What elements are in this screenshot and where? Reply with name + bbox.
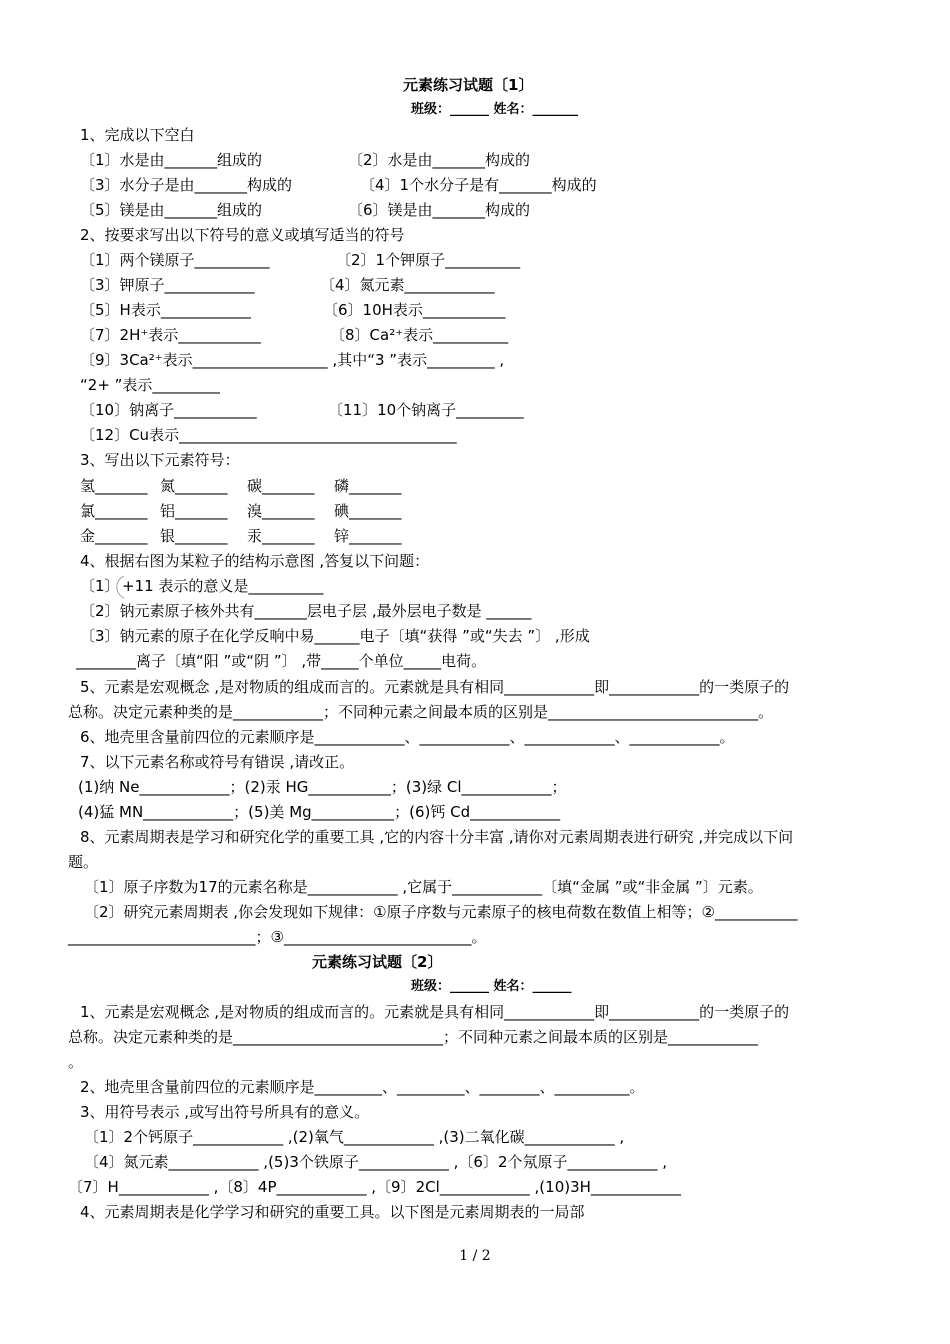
q2-item-7: 〔7〕2H⁺表示___________ [80,326,261,344]
q5-line-2: 总称。决定元素种类的是____________；不同种元素之间最本质的区别是____________________________。 [68,703,774,721]
q1-item-6: 〔6〕镁是由_______构成的 [348,201,531,219]
q6-line: 6、地壳里含量前四位的元素顺序是____________、____________、____________、____________。 [80,728,735,746]
p2-q1-line-2: 总称。决定元素种类的是____________________________；不同种元素之间最本质的区别是____________ [68,1028,759,1046]
q7-heading: 7、以下元素名称或符号有错误 ,请改正。 [80,753,355,771]
q3-element-chlorine: 氯_______ [80,502,148,520]
q3-element-hydrogen: 氢_______ [80,477,148,495]
p2-q3-line-1: 〔1〕2个钙原子____________ ,(2)氧气____________ ,(3)二氧化碳____________ , [84,1128,625,1146]
class-name-line-2: 班级：______ 姓名：______ [411,979,572,994]
p2-q1-line-1: 1、元素是宏观概念 ,是对物质的组成而言的。元素就是具有相同____________即____________的一类原子的 [80,1003,790,1021]
p2-q4-line: 4、元素周期表是化学学习和研究的重要工具。以下图是元素周期表的一局部 [80,1203,585,1221]
q4-item-3-cont: ________离子〔填“阳 ”或“阴 ”〕 ,带_____个单位_____电荷。 [76,652,487,670]
q2-item-1: 〔1〕两个镁原子__________ [80,251,270,269]
q1-item-1: 〔1〕水是由_______组成的 [80,151,263,169]
p2-q3-heading: 3、用符号表示 ,或写出符号所具有的意义。 [80,1103,370,1121]
q1-heading: 1、完成以下空白 [80,126,195,144]
q4-item-3: 〔3〕钠元素的原子在化学反响中易______电子〔填“获得 ”或“失去 ”〕 ,形成 [80,627,590,645]
p2-q2-line: 2、地壳里含量前四位的元素顺序是_________、_________、________、__________。 [80,1078,645,1096]
p2-q3-line-2: 〔4〕氮元素____________ ,(5)3个铁原子____________ ,〔6〕2个氖原子____________ , [84,1153,668,1171]
q3-element-nitrogen: 氮_______ [160,477,228,495]
q2-item-6: 〔6〕10H表示___________ [323,301,506,319]
q7-line-2: (4)猛 MN____________；(5)美 Mg___________；(6)钙 Cd____________ [78,803,561,821]
q3-heading: 3、写出以下元素符号： [80,451,240,469]
q3-element-bromine: 溴_______ [247,502,315,520]
q3-element-gold: 金_______ [80,527,148,545]
title-1: 元素练习试题〔1〕 [403,76,534,94]
q5-line-1: 5、元素是宏观概念 ,是对物质的组成而言的。元素就是具有相同____________即____________的一类原子的 [80,678,790,696]
q2-item-4: 〔4〕氮元素____________ [320,276,495,294]
q3-element-carbon: 碳_______ [247,477,315,495]
q8-line-2: 题。 [68,853,99,871]
q2-item-8: 〔8〕Ca²⁺表示__________ [330,326,509,344]
q4-item-1: +11 表示的意义是__________ [122,577,324,595]
q2-item-2: 〔2〕1个钾原子__________ [336,251,521,269]
page-number: 1 / 2 [459,1248,491,1264]
q8-item-2: 〔2〕研究元素周期表 ,你会发现如下规律：①原子序数与元素原子的核电荷数在数值上相等；②___________ [84,903,798,921]
q2-item-3: 〔3〕钾原子____________ [80,276,255,294]
title-2: 元素练习试题〔2〕 [312,953,443,971]
q3-element-aluminium: 铝_______ [160,502,228,520]
q2-item-9-cont: “2+ ”表示_________ [80,376,220,394]
q7-line-1: (1)纳 Ne____________；(2)汞 HG___________；(3)绿 Cl____________； [78,778,567,796]
q3-element-silver: 银_______ [160,527,228,545]
q3-element-phosphorus: 磷_______ [334,477,402,495]
q1-item-5: 〔5〕镁是由_______组成的 [80,201,263,219]
q2-item-9: 〔9〕3Ca²⁺表示__________________ ,其中“3 ”表示_________ , [80,351,505,369]
q2-item-12: 〔12〕Cu表示_____________________________________ [80,426,457,444]
q3-element-iodine: 碘_______ [334,502,402,520]
q3-element-mercury: 汞_______ [247,527,315,545]
q4-item-2: 〔2〕钠元素原子核外共有_______层电子层 ,最外层电子数是 ______ [80,602,532,620]
q4-heading: 4、根据右图为某粒子的结构示意图 ,答复以下问题： [80,552,430,570]
q2-item-11: 〔11〕10个钠离子_________ [328,401,524,419]
q2-item-10: 〔10〕钠离子___________ [80,401,257,419]
q8-line-1: 8、元素周期表是学习和研究化学的重要工具 ,它的内容十分丰富 ,请你对元素周期表进行研究 ,并完成以下问 [80,828,794,846]
p2-q1-line-3: 。 [68,1053,84,1071]
q3-element-zinc: 锌_______ [334,527,402,545]
q1-item-4: 〔4〕1个水分子是有_______构成的 [360,176,597,194]
q2-heading: 2、按要求写出以下符号的意义或填写适当的符号 [80,226,405,244]
q1-item-2: 〔2〕水是由_______构成的 [348,151,531,169]
q8-item-1: 〔1〕原子序数为17的元素名称是____________ ,它属于____________〔填“金属 ”或“非金属 ”〕元素。 [84,878,763,896]
q8-item-2-cont: _________________________；③_________________________。 [68,928,487,946]
q4-item-1-prefix: 〔1〕 [80,577,120,595]
class-name-line-1: 班级：______ 姓名：_______ [411,102,579,117]
q1-item-3: 〔3〕水分子是由_______构成的 [80,176,293,194]
p2-q3-line-3: 〔7〕H____________ ,〔8〕4P____________ ,〔9〕2Cl____________ ,(10)3H____________ [68,1178,681,1196]
q2-item-5: 〔5〕H表示____________ [80,301,251,319]
